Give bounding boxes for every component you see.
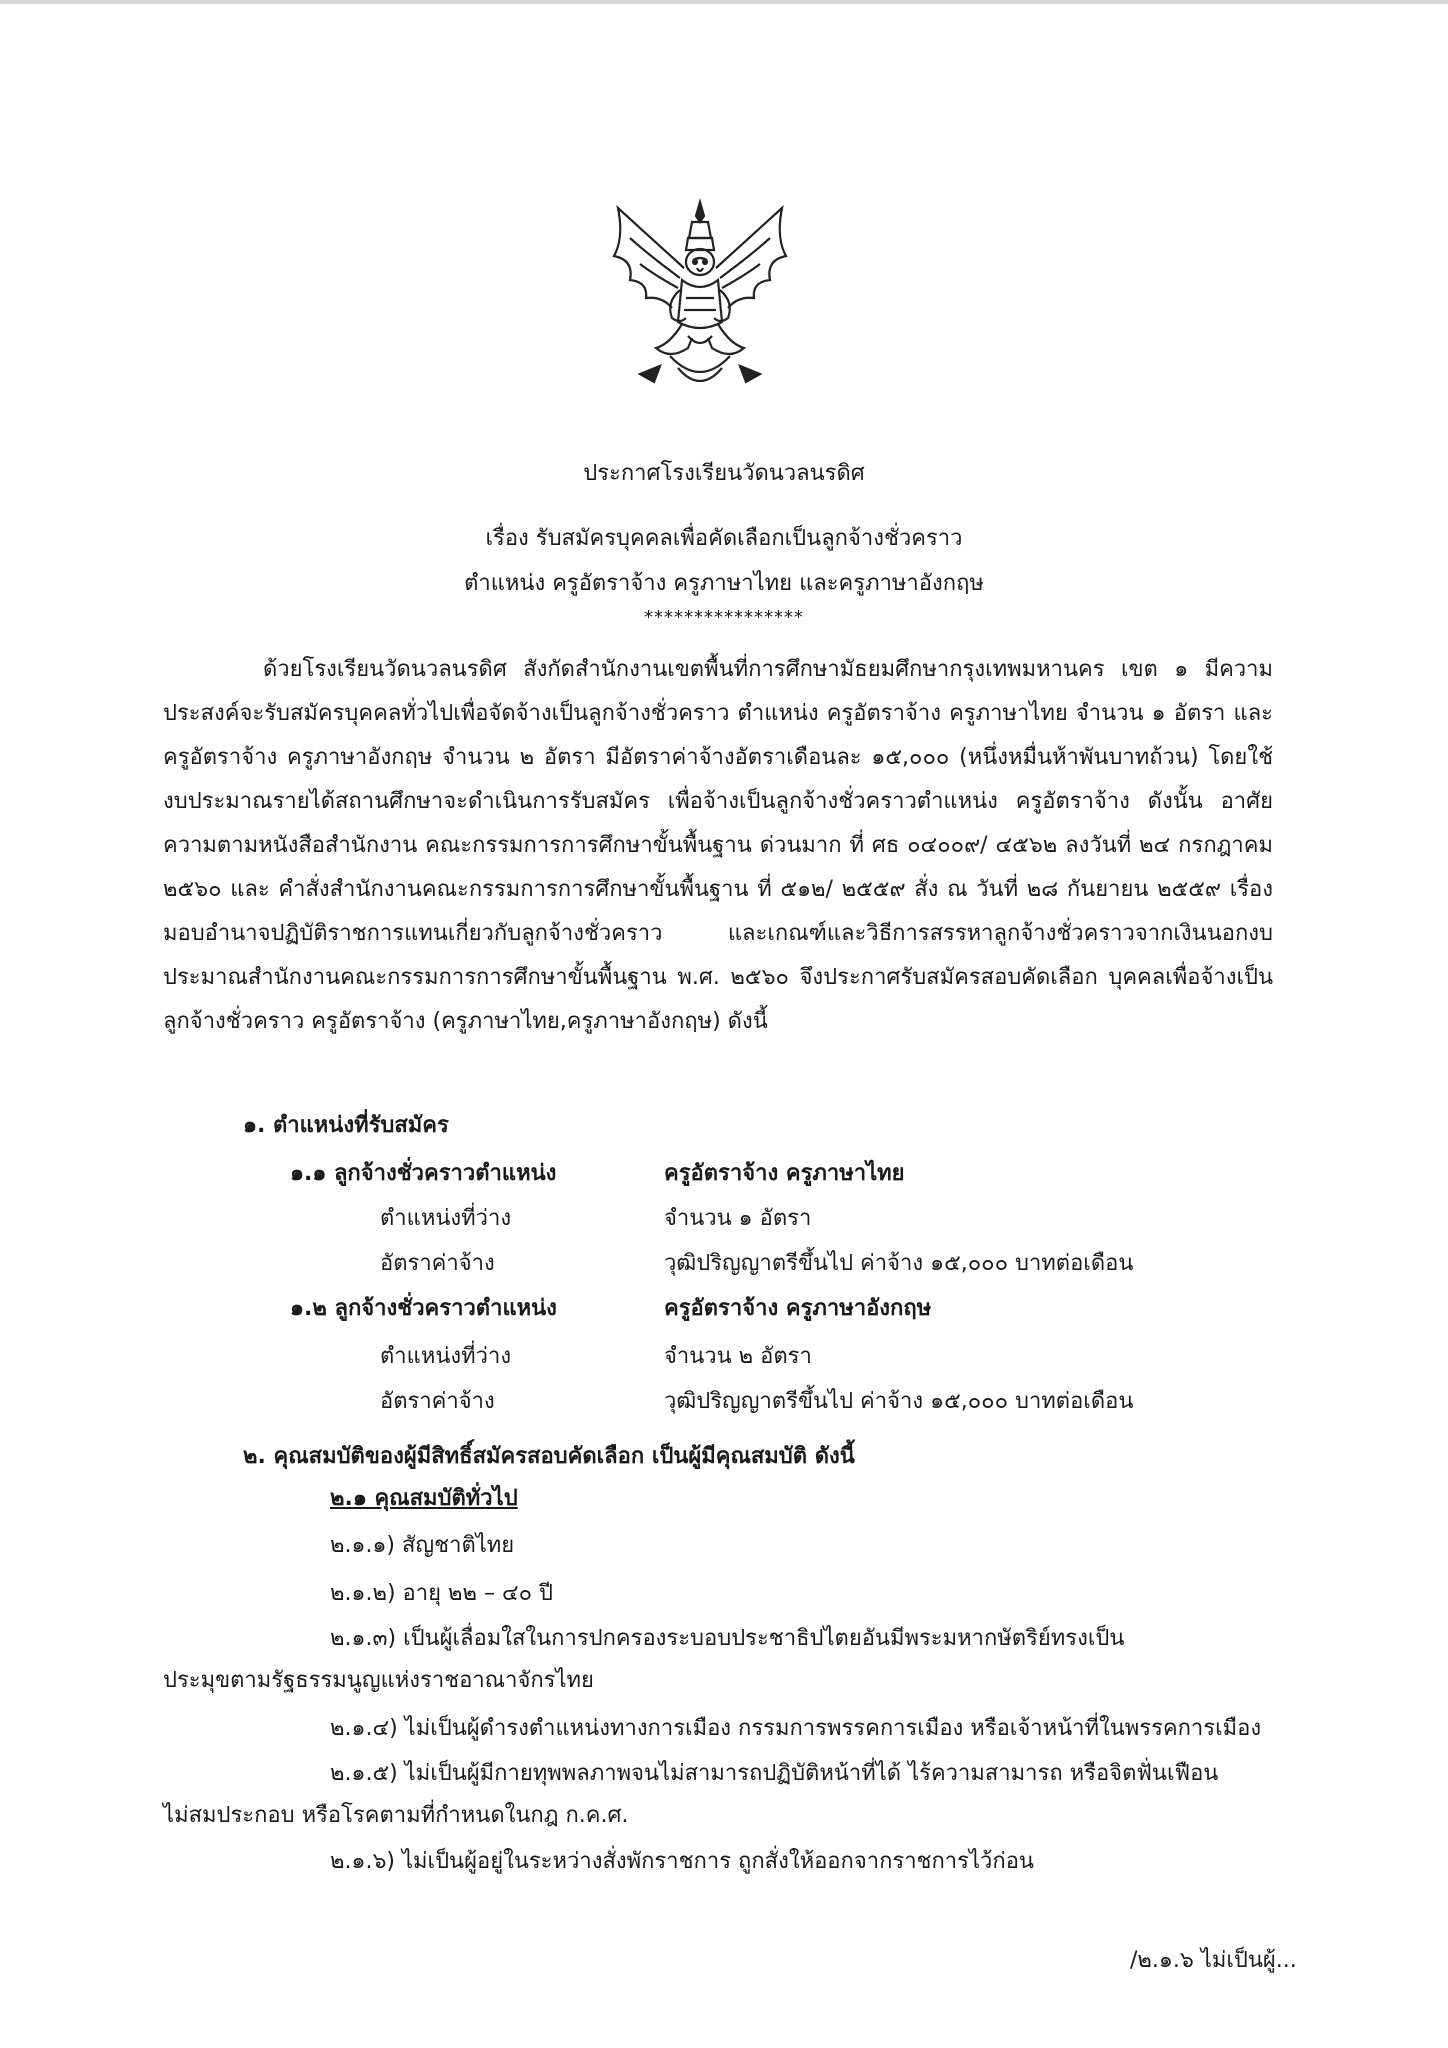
section-2-1-subheading: ๒.๑ คุณสมบัติทั่วไป	[330, 1486, 518, 1511]
qualification-item: ๒.๑.๒) อายุ ๒๒ – ๔๐ ปี	[330, 1581, 554, 1606]
announcement-position: ตำแหน่ง ครูอัตราจ้าง ครูภาษาไทย และครูภาษาอังกฤษ	[464, 571, 984, 596]
position-2-wage-value: วุฒิปริญญาตรีขึ้นไป ค่าจ้าง ๑๕,๐๐๐ บาทต่อเดือน	[664, 1389, 1134, 1414]
title-separator: ****************	[644, 607, 804, 628]
qualification-item: ๒.๑.๔) ไม่เป็นผู้ดำรงตำแหน่งทางการเมือง กรรมการพรรคการเมือง หรือเจ้าหน้าที่ในพรรคการเมือง	[330, 1716, 1262, 1741]
qualification-item: ๒.๑.๓) เป็นผู้เลื่อมใสในการปกครองระบอบประชาธิปไตยอันมีพระมหากษัตริย์ทรงเป็น	[330, 1626, 1125, 1651]
section-1-heading: ๑. ตำแหน่งที่รับสมัคร	[243, 1113, 449, 1138]
position-2-vacancy-value: จำนวน ๒ อัตรา	[664, 1344, 812, 1369]
position-2-title: ครูอัตราจ้าง ครูภาษาอังกฤษ	[664, 1296, 932, 1321]
announcement-subject: เรื่อง รับสมัครบุคคลเพื่อคัดเลือกเป็นลูกจ้างชั่วคราว	[485, 526, 963, 551]
position-1-vacancy-value: จำนวน ๑ อัตรา	[664, 1206, 812, 1231]
position-2-wage-label: อัตราค่าจ้าง	[380, 1389, 495, 1414]
position-1-vacancy-label: ตำแหน่งที่ว่าง	[380, 1206, 512, 1231]
position-2-label: ๑.๒ ลูกจ้างชั่วคราวตำแหน่ง	[290, 1296, 557, 1321]
position-1-wage-value: วุฒิปริญญาตรีขึ้นไป ค่าจ้าง ๑๕,๐๐๐ บาทต่อเดือน	[664, 1251, 1134, 1276]
position-1-label: ๑.๑ ลูกจ้างชั่วคราวตำแหน่ง	[290, 1161, 557, 1186]
qualification-item: ๒.๑.๕) ไม่เป็นผู้มีกายทุพพลภาพจนไม่สามารถปฏิบัติหน้าที่ได้ ไร้ความสามารถ หรือจิตฟั่นเฟือน	[330, 1761, 1219, 1786]
garuda-emblem-icon	[600, 198, 800, 398]
qualification-item-continuation: ประมุขตามรัฐธรรมนูญแห่งราชอาณาจักรไทย	[163, 1668, 594, 1693]
page-continuation-note: /๒.๑.๖ ไม่เป็นผู้...	[1130, 1948, 1297, 1973]
section-2-heading: ๒. คุณสมบัติของผู้มีสิทธิ์สมัครสอบคัดเลือก เป็นผู้มีคุณสมบัติ ดังนี้	[243, 1444, 855, 1469]
announcement-title: ประกาศโรงเรียนวัดนวลนรดิศ	[583, 461, 865, 486]
body-paragraph: ด้วยโรงเรียนวัดนวลนรดิศ สังกัดสำนักงานเขตพื้นที่การศึกษามัธยมศึกษากรุงเทพมหานคร เขต ๑ มีความประสงค์จะรับสมัครบุคคลทั่วไปเพื่อจัดจ้างเป็นลูกจ้างชั่วคราว ตำแหน่ง ครูอัตราจ้าง ครูภาษาไทย จำนวน ๑ อัตรา และครูอัตราจ้าง ครูภาษาอังกฤษ จำนวน ๒ อัตรา มีอัตราค่าจ้างอัตราเดือนละ ๑๕,๐๐๐ (หนึ่งหมื่นห้าพันบาทถ้วน) โดยใช้งบประมาณรายได้สถานศึกษาจะดำเนินการรับสมัคร เพื่อจ้างเป็นลูกจ้างชั่วคราวตำแหน่ง ครูอัตราจ้าง ดังนั้น อาศัยความตามหนังสือสำนักงาน คณะกรรมการการศึกษาขั้นพื้นฐาน ด่วนมาก ที่ ศธ ๐๔๐๐๙/ ๔๕๖๒ ลงวันที่ ๒๔ กรกฎาคม ๒๕๖๐ และ คำสั่งสำนักงานคณะกรรมการการศึกษาขั้นพื้นฐาน ที่ ๕๑๒/ ๒๕๕๙ สั่ง ณ วันที่ ๒๘ กันยายน ๒๕๕๙ เรื่อง มอบอำนาจปฏิบัติราชการแทนเกี่ยวกับลูกจ้างชั่วคราว และเกณฑ์และวิธีการสรรหาลูกจ้างชั่วคราวจากเงินนอกงบประมาณสำนักงานคณะกรรมการการศึกษาขั้นพื้นฐาน พ.ศ. ๒๕๖๐ จึงประกาศรับสมัครสอบคัดเลือก บุคคลเพื่อจ้างเป็นลูกจ้างชั่วคราว ครูอัตราจ้าง (ครูภาษาไทย,ครูภาษาอังกฤษ) ดังนี้	[163, 657, 1273, 1034]
position-1-title: ครูอัตราจ้าง ครูภาษาไทย	[664, 1161, 905, 1186]
position-1-wage-label: อัตราค่าจ้าง	[380, 1251, 495, 1276]
qualification-item: ๒.๑.๖) ไม่เป็นผู้อยู่ในระหว่างสั่งพักราชการ ถูกสั่งให้ออกจากราชการไว้ก่อน	[330, 1849, 1034, 1874]
qualification-item-continuation: ไม่สมประกอบ หรือโรคตามที่กำหนดในกฎ ก.ค.ศ.	[163, 1803, 629, 1828]
qualification-item: ๒.๑.๑) สัญชาติไทย	[330, 1533, 515, 1558]
position-2-vacancy-label: ตำแหน่งที่ว่าง	[380, 1344, 512, 1369]
